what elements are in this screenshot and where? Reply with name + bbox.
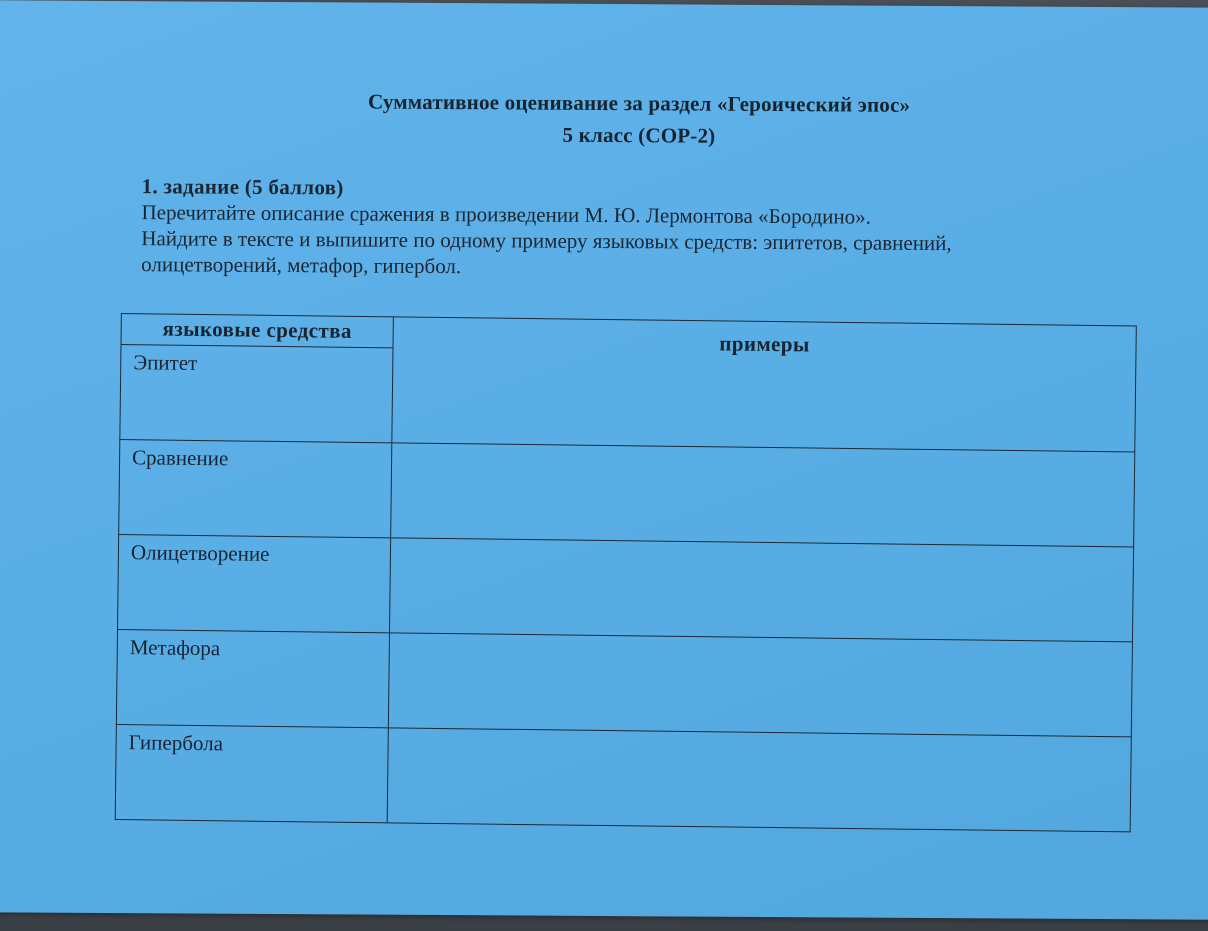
row-label-metaphor: Метафора	[116, 630, 389, 728]
answer-cell-hyperbole[interactable]	[387, 728, 1131, 832]
task-instruction-line-2: Найдите в тексте и выпишите по одному примеру языковых средств: эпитетов, сравнений,	[141, 226, 952, 256]
table-row	[115, 725, 1131, 832]
row-label-epithet: Эпитет	[120, 345, 393, 443]
column-header-examples: примеры	[392, 317, 1136, 452]
column-header-tools: языковые средства	[121, 314, 393, 348]
task-heading: 1. задание (5 баллов)	[141, 174, 344, 200]
answer-table	[115, 313, 1137, 832]
answer-cell-personification[interactable]	[390, 538, 1134, 642]
table-row	[119, 440, 1135, 547]
row-label-hyperbole: Гипербола	[115, 725, 388, 823]
answer-cell-metaphor[interactable]	[388, 633, 1132, 737]
answer-cell-comparison[interactable]	[391, 443, 1135, 547]
task-instruction-line-3: олицетворений, метафор, гипербол.	[141, 252, 462, 279]
table-row	[118, 535, 1134, 642]
worksheet-subtitle: 5 класс (СОР-2)	[562, 122, 716, 148]
table-row	[116, 630, 1132, 737]
task-instruction-line-1: Перечитайте описание сражения в произведении М. Ю. Лермонтова «Бородино».	[141, 200, 872, 229]
worksheet-title: Суммативное оценивание за раздел «Героический эпос»	[368, 89, 911, 117]
task-block	[141, 173, 1152, 283]
row-label-comparison: Сравнение	[119, 440, 392, 538]
row-label-personification: Олицетворение	[118, 535, 391, 633]
